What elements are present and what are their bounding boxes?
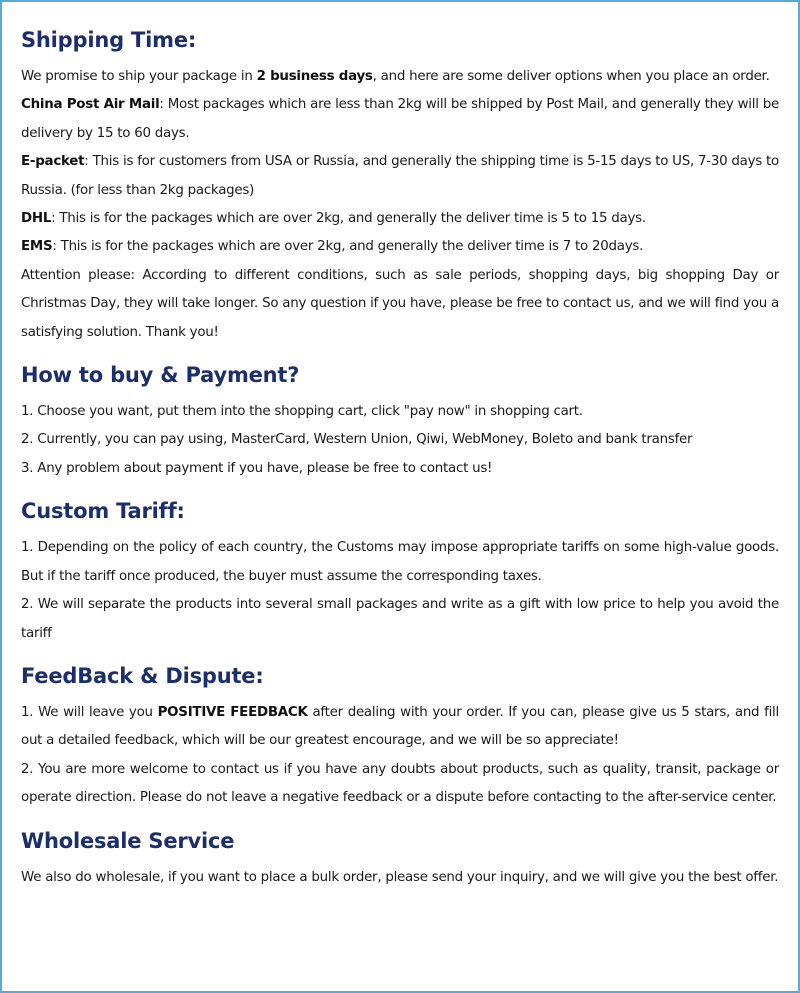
payment-step: 1. Choose you want, put them into the shopping cart, click "pay now" in shopping cart. bbox=[21, 404, 583, 420]
tariff-item: 1. Depending on the policy of each country, the Customs may impose appropriate tariffs on some high-value goods. But if the tariff once produced, the buyer must assume the corresponding taxes. bbox=[21, 540, 779, 584]
payment-step: 3. Any problem about payment if you have, please be free to contact us! bbox=[21, 460, 493, 476]
feedback-section bbox=[21, 656, 779, 813]
china-post-option: China Post Air Mail: Most packages which are less than 2kg will be shipped by Post Mail, and generally they will be delivery by 15 to 60 days. bbox=[21, 97, 779, 141]
shipping-attention: Attention please: According to different conditions, such as sale periods, shopping days, big shopping Day or Christmas Day, they will take longer. So any question if you have, please be free to contact us, and we will find you a satisfying solution. Thank you! bbox=[21, 267, 779, 340]
epacket-option: E-packet: This is for customers from USA or Russia, and generally the shipping time is 5-15 days to US, 7-30 days to Russia. (for less than 2kg packages) bbox=[21, 154, 779, 198]
ems-option: EMS: This is for the packages which are over 2kg, and generally the deliver time is 7 to 20days. bbox=[21, 239, 644, 255]
wholesale-section bbox=[21, 821, 779, 892]
tariff-item: 2. We will separate the products into several small packages and write as a gift with low price to help you avoid the tariff bbox=[21, 597, 779, 641]
shipping-intro: We promise to ship your package in 2 business days, and here are some deliver options when you place an order. bbox=[21, 69, 770, 84]
feedback-item: 2. You are more welcome to contact us if you have any doubts about products, such as quality, transit, package or operate direction. Please do not leave a negative feedback or a dispute before contacting to the after-service center. bbox=[21, 761, 779, 806]
payment-section bbox=[21, 355, 779, 483]
wholesale-text: We also do wholesale, if you want to place a bulk order, please send your inquiry, and we will give you the best offer. bbox=[21, 869, 779, 885]
policy-content bbox=[21, 20, 779, 896]
feedback-title: FeedBack & Dispute: bbox=[21, 663, 264, 688]
shipping-title: Shipping Time: bbox=[21, 28, 197, 52]
payment-title: How to buy & Payment? bbox=[21, 363, 300, 388]
payment-step: 2. Currently, you can pay using, MasterCard, Western Union, Qiwi, WebMoney, Boleto and bank transfer bbox=[21, 432, 693, 448]
dhl-option: DHL: This is for the packages which are over 2kg, and generally the deliver time is 5 to 15 days. bbox=[21, 211, 646, 227]
shipping-section bbox=[21, 20, 779, 347]
feedback-item: 1. We will leave you POSITIVE FEEDBACK after dealing with your order. If you can, please give us 5 stars, and fill out a detailed feedback, which will be our greatest encourage, and we will be so appreciate! bbox=[21, 704, 780, 749]
wholesale-title: Wholesale Service bbox=[21, 828, 235, 853]
tariff-section bbox=[21, 491, 779, 648]
tariff-title: Custom Tariff: bbox=[21, 499, 185, 524]
